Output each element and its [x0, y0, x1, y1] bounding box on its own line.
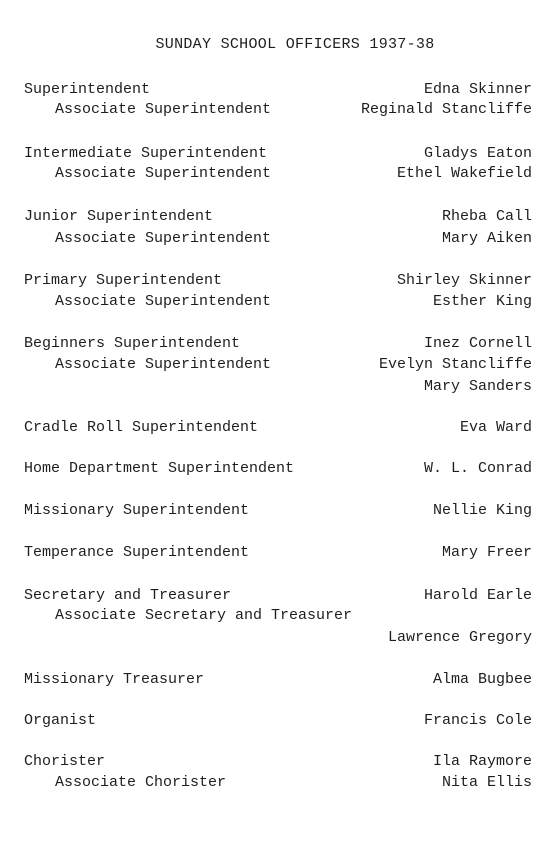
officer-row — [0, 501, 560, 521]
officer-role: Superintendent — [24, 81, 151, 98]
officer-role: Junior Superintendent — [24, 208, 214, 225]
officer-row — [0, 207, 560, 227]
officer-row — [0, 229, 560, 249]
officer-row — [0, 606, 560, 626]
officer-role: Secretary and Treasurer — [24, 587, 232, 604]
officer-name: Evelyn Stancliffe — [378, 356, 532, 373]
officer-row — [0, 355, 560, 375]
officer-row — [0, 586, 560, 606]
officer-name: Inez Cornell — [423, 335, 532, 352]
officer-row — [0, 334, 560, 354]
officer-row — [0, 100, 560, 120]
officer-role: Missionary Treasurer — [24, 671, 205, 688]
officer-name: Reginald Stancliffe — [360, 101, 532, 118]
officer-row — [0, 773, 560, 793]
officer-row — [0, 670, 560, 690]
officer-row — [0, 752, 560, 772]
officer-name: Shirley Skinner — [396, 272, 532, 289]
officer-row — [0, 711, 560, 731]
officer-name: W. L. Conrad — [423, 460, 532, 477]
officer-row — [0, 418, 560, 438]
officer-role: Temperance Superintendent — [24, 544, 250, 561]
officer-name: Rheba Call — [441, 208, 532, 225]
officer-row — [0, 271, 560, 291]
officer-row — [0, 628, 560, 648]
officer-row — [0, 459, 560, 479]
officer-role: Missionary Superintendent — [24, 502, 250, 519]
officer-name: Mary Sanders — [423, 378, 532, 395]
officer-row — [0, 164, 560, 184]
officer-role: Chorister — [24, 753, 106, 770]
officer-name: Edna Skinner — [423, 81, 532, 98]
officer-name: Harold Earle — [423, 587, 532, 604]
officer-role: Associate Secretary and Treasurer — [55, 607, 353, 624]
officer-role: Associate Superintendent — [55, 356, 272, 373]
page-title: SUNDAY SCHOOL OFFICERS 1937-38 — [155, 36, 435, 53]
officer-role: Associate Superintendent — [55, 230, 272, 247]
officer-name: Nellie King — [432, 502, 532, 519]
officer-role: Associate Superintendent — [55, 165, 272, 182]
officer-role: Associate Superintendent — [55, 293, 272, 310]
officer-name: Esther King — [432, 293, 532, 310]
officer-role: Primary Superintendent — [24, 272, 223, 289]
officer-name: Ethel Wakefield — [396, 165, 532, 182]
officer-role: Associate Superintendent — [55, 101, 272, 118]
officer-row — [0, 80, 560, 100]
officer-role: Intermediate Superintendent — [24, 145, 268, 162]
officer-role: Cradle Roll Superintendent — [24, 419, 259, 436]
officer-name: Mary Aiken — [441, 230, 532, 247]
officer-name: Nita Ellis — [441, 774, 532, 791]
officer-row — [0, 377, 560, 397]
officer-name: Lawrence Gregory — [387, 629, 532, 646]
officer-role: Organist — [24, 712, 97, 729]
officer-name: Alma Bugbee — [432, 671, 532, 688]
officer-name: Ila Raymore — [432, 753, 532, 770]
officer-role: Beginners Superintendent — [24, 335, 241, 352]
officer-row — [0, 144, 560, 164]
officer-name: Francis Cole — [423, 712, 532, 729]
officer-name: Gladys Eaton — [423, 145, 532, 162]
officer-name: Eva Ward — [459, 419, 532, 436]
officer-row — [0, 292, 560, 312]
officer-name: Mary Freer — [441, 544, 532, 561]
officer-role: Associate Chorister — [55, 774, 227, 791]
officer-role: Home Department Superintendent — [24, 460, 295, 477]
officer-row — [0, 543, 560, 563]
